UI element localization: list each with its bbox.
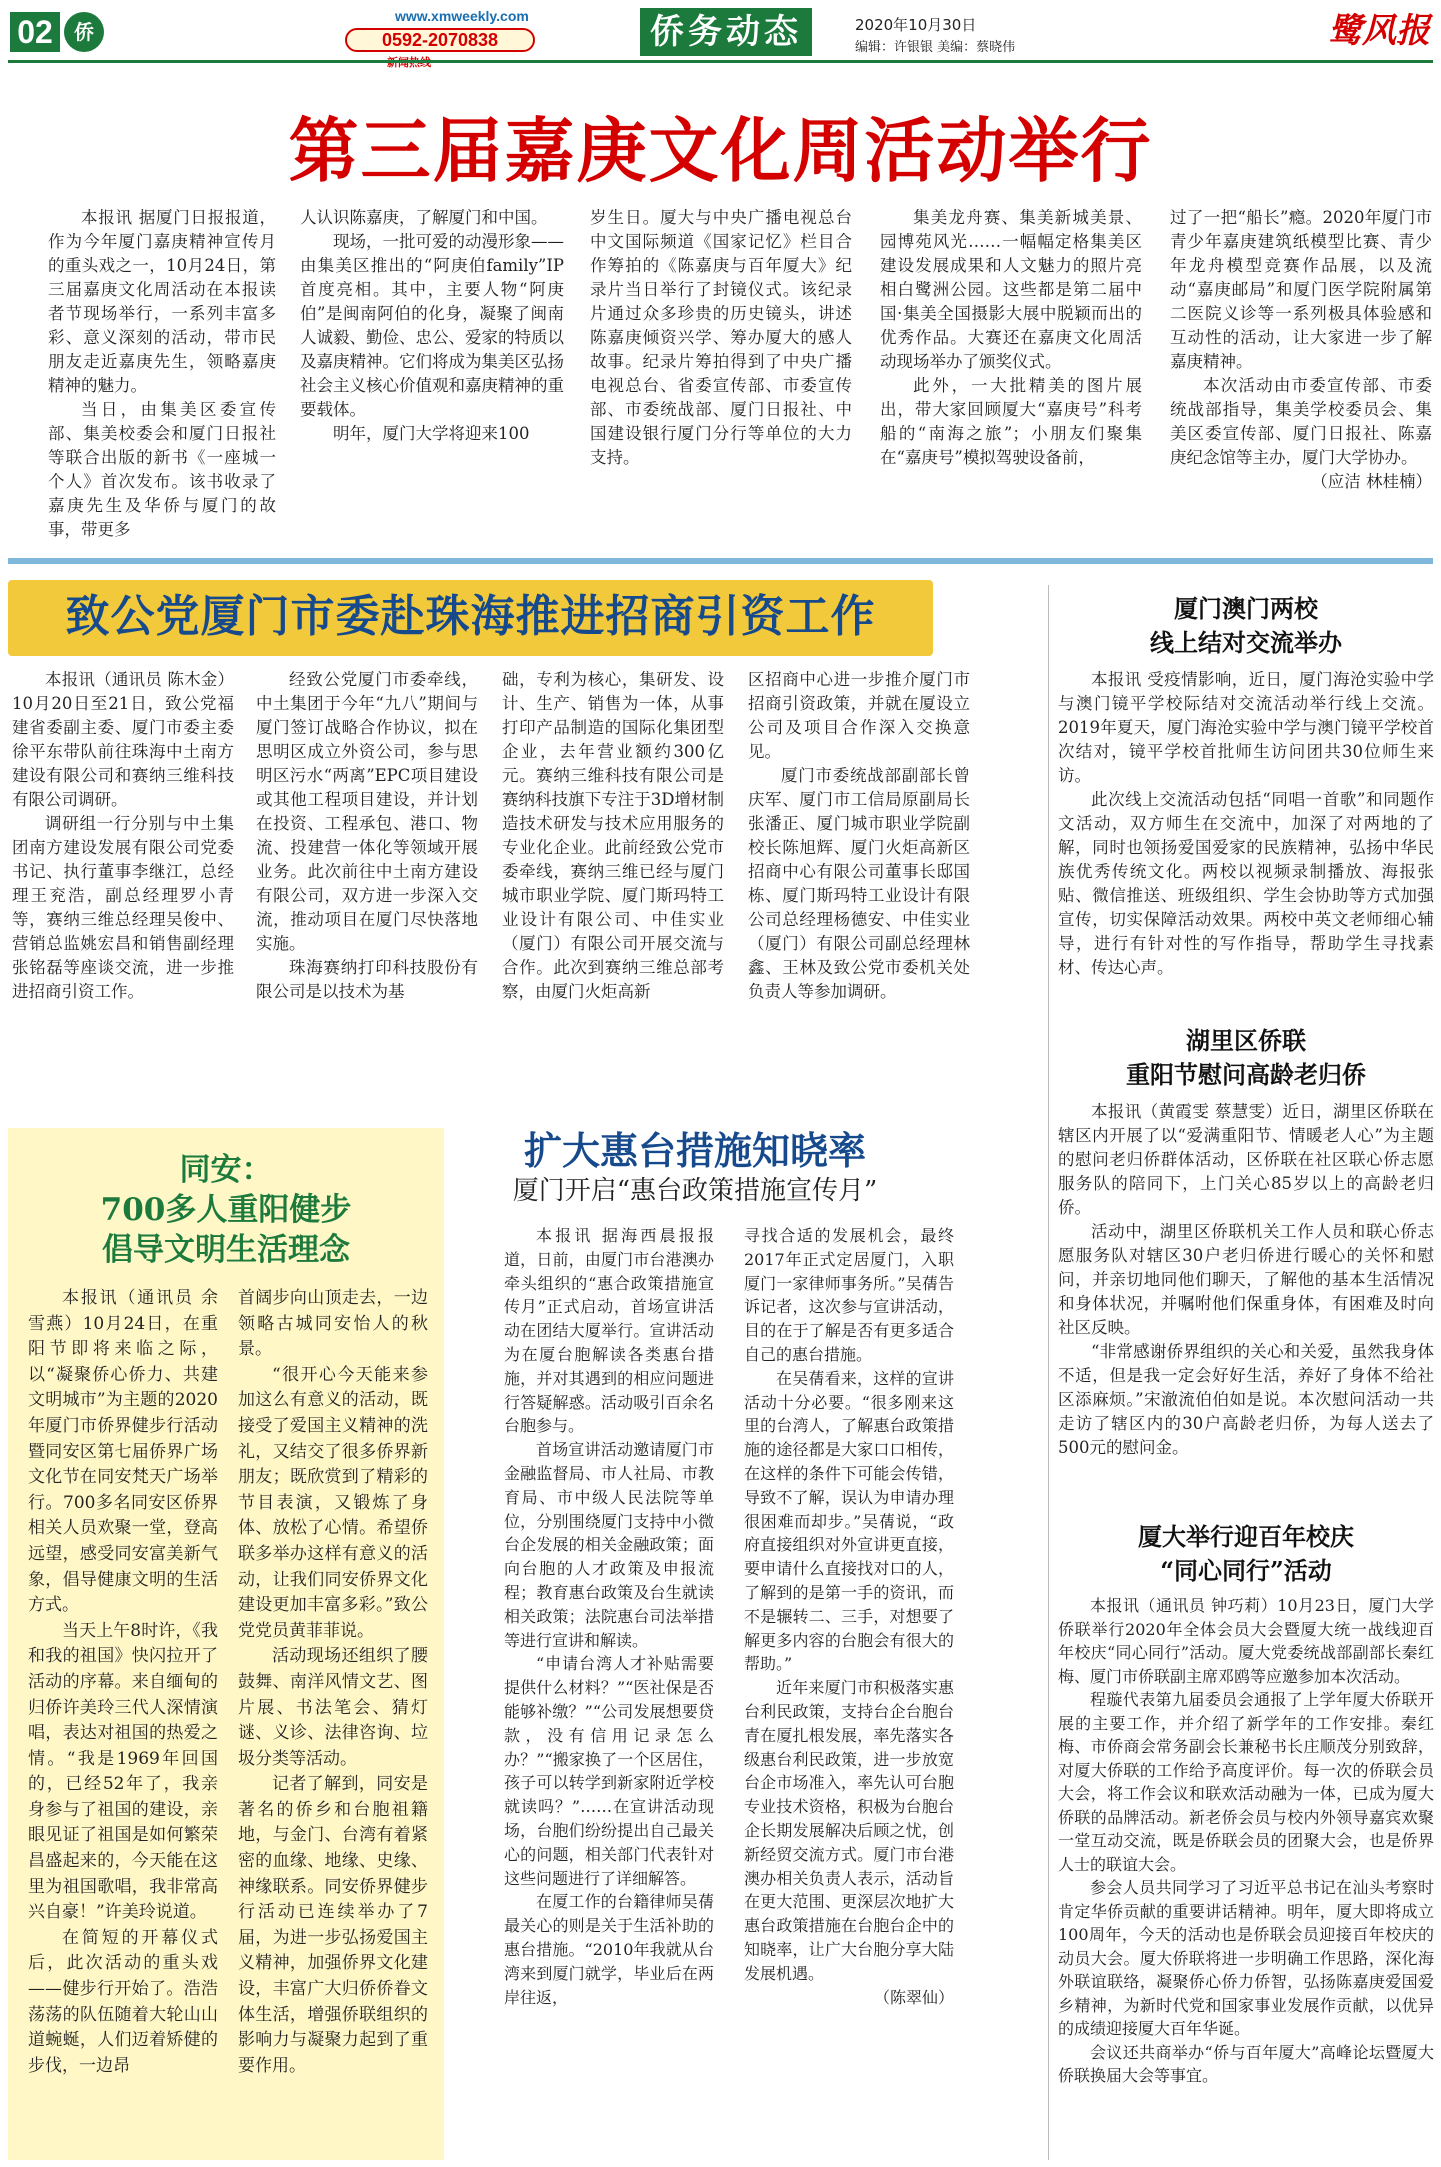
paragraph: 珠海赛纳打印科技股份有限公司是以技术为基 [256, 958, 478, 1001]
paragraph: 本报讯 受疫情影响，近日，厦门海沧实验中学与澳门镜平学校际结对交流活动举行线上交流。2019年夏天，厦门海沧实验中学与澳门镜平学校首次结对，镜平学校首批师生访问团共30位师生来访。 [1058, 670, 1434, 785]
a6-col-2 [238, 1286, 428, 2079]
editors: 编辑：许银银 美编：蔡晓伟 [855, 40, 1016, 55]
paragraph: 本报讯（黄霞雯 蔡慧雯）近日，湖里区侨联在辖区内开展了以“爱满重阳节、情暖老人心”为主题的慰问老归侨群体活动，区侨联在社区联心侨志愿服务队的陪同下，上门关心85岁以上的高龄老归侨。 [1058, 1102, 1434, 1217]
paragraph: 近年来厦门市积极落实惠台利民政策，支持台企台胞台青在厦扎根发展，率先落实各级惠台利民政策，进一步放宽台企市场准入，率先认可台胞专业技术资格，积极为台胞台企长期发展解决后顾之忧，创新经贸交流方式。厦门市台港澳办相关负责人表示，活动旨在更大范围、更深层次地扩大惠台政策措施在台胞台企中的知晓率，让广大台胞分享大陆发展机遇。 [744, 1678, 954, 1983]
a5-body [1058, 1594, 1434, 2088]
a2-col-4 [748, 668, 970, 1004]
title-line: 厦大举行迎百年校庆 [1138, 1522, 1354, 1551]
a6-col-1 [28, 1286, 218, 2079]
paragraph: 在厦工作的台籍律师吴蒨最关心的则是关于生活补助的惠台措施。“2010年我就从台湾来到厦门就学，毕业后在两岸往返， [504, 1892, 714, 2007]
article-6-title [8, 1150, 444, 1270]
article-4-title [1058, 1024, 1434, 1092]
article-7-title: 扩大惠台措施知晓率 [523, 1128, 866, 1173]
paragraph: 区招商中心进一步推介厦门市招商引资政策，并就在厦设立公司及项目合作深入交换意见。 [748, 670, 970, 761]
paragraph: 现场，一批可爱的动漫形象——由集美区推出的“阿庚伯family”IP首度亮相。其中，主要人物“阿庚伯”是闽南阿伯的化身，凝聚了闽南人诚毅、勤俭、忠公、爱家的特质以及嘉庚精神。它们将成为集美区弘扬社会主义核心价值观和嘉庚精神的重要载体。 [300, 232, 564, 419]
byline: （陈翠仙） [873, 1987, 954, 2007]
paragraph: 本次活动由市委宣传部、市委统战部指导，集美学校委员会、集美区委宣传部、厦门日报社、陈嘉庚纪念馆等主办，厦门大学协办。 [1170, 376, 1432, 467]
paragraph: 此外，一大批精美的图片展出，带大家回顾厦大“嘉庚号”科考船的“南海之旅”；小朋友们聚集在“嘉庚号”模拟驾驶设备前， [880, 376, 1142, 467]
paragraph: 寻找合适的发展机会，最终2017年正式定居厦门，入职厦门一家律师事务所。”吴蒨告诉记者，这次参与宣讲活动，目的在于了解是否有更多适合自己的惠台措施。 [744, 1226, 954, 1364]
issue-date: 2020年10月30日 [855, 16, 977, 34]
headline-banner [8, 580, 933, 656]
byline: （应洁 林桂楠） [1311, 472, 1432, 491]
paragraph: 会议还共商举办“侨与百年厦大”高峰论坛暨厦大侨联换届大会等事宜。 [1058, 2042, 1434, 2085]
paragraph: 当天上午8时许，《我和我的祖国》快闪拉开了活动的序幕。来自缅甸的归侨许美玲三代人深情演唱，表达对祖国的热爱之情。“我是1969年回国的，已经52年了，我亲身参与了祖国的建设，亲眼见证了祖国是如何繁荣昌盛起来的，今天能在这里为祖国歌唱，我非常高兴自豪！”许美玲说道。 [28, 1620, 218, 1923]
title-line: 线上结对交流举办 [1150, 628, 1342, 657]
page-header [0, 0, 1441, 62]
paragraph: 本报讯（通讯员 钟巧莉）10月23日，厦门大学侨联举行2020年全体会员大会暨厦大统一战线迎百年校庆“同心同行”活动。厦大党委统战部副部长秦红梅、厦门市侨联副主席邓鸥等应邀参加本次活动。 [1058, 1596, 1434, 1686]
title-line: 700多人重阳健步 [100, 1192, 352, 1228]
a1-col-4 [880, 206, 1142, 470]
title-line: 厦门澳门两校 [1174, 594, 1318, 623]
website-url: www.xmweekly.com [395, 8, 529, 24]
title-line: 倡导文明生活理念 [102, 1232, 350, 1268]
paragraph: 础，专利为核心，集研发、设计、生产、销售为一体，从事打印产品制造的国际化集团型企业，去年营业额约300亿元。赛纳三维科技有限公司是赛纳科技旗下专注于3D增材制造技术研发与技术应用服务的专业化企业。此前经致公党市委牵线，赛纳三维已经与厦门城市职业学院、厦门斯玛特工业设计有限公司、中佳实业（厦门）有限公司开展交流与合作。此次到赛纳三维总部考察，由厦门火炬高新 [502, 670, 724, 1001]
a1-col-1 [48, 206, 276, 542]
article-1-title: 第三届嘉庚文化周活动举行 [288, 109, 1153, 192]
title-line: “同心同行”活动 [1160, 1556, 1332, 1585]
a1-col-3 [590, 206, 852, 470]
header-divider [8, 60, 1433, 63]
paragraph: 活动现场还组织了腰鼓舞、南洋风情文艺、图片展、书法笔会、猜灯谜、义诊、法律咨询、垃圾分类等活动。 [238, 1646, 428, 1769]
paragraph: 活动中，湖里区侨联机关工作人员和联心侨志愿服务队对辖区30户老归侨进行暖心的关怀和慰问，并亲切地同他们聊天，了解他的基本生活情况和身体状况，并嘱咐他们保重身体，有困难及时向社区反映。 [1058, 1222, 1434, 1337]
paragraph: 记者了解到，同安是著名的侨乡和台胞祖籍地，与金门、台湾有着紧密的血缘、地缘、史缘、神缘联系。同安侨界健步行活动已连续举办了7届，为进一步弘扬爱国主义精神，加强侨界文化建设，丰富广大归侨侨眷文体生活，增强侨联组织的影响力与凝聚力起到了重要作用。 [238, 1774, 428, 2076]
section-divider [8, 558, 1433, 564]
a2-col-2 [256, 668, 478, 1004]
paragraph: 明年，厦门大学将迎来100 [333, 424, 530, 443]
paragraph: 厦门市委统战部副部长曾庆军、厦门市工信局原副局长张潘正、厦门城市职业学院副校长陈旭辉、厦门火炬高新区招商中心有限公司董事长邸国栋、厦门斯玛特工业设计有限公司总经理杨德安、中佳实业（厦门）有限公司副总经理林鑫、王林及致公党市委机关处负责人等参加调研。 [748, 766, 970, 1001]
paragraph: 参会人员共同学习了习近平总书记在汕头考察时肯定华侨贡献的重要讲话精神。明年，厦大即将成立100周年，今天的活动也是侨联会员迎接百年校庆的动员大会。厦大侨联将进一步明确工作思路，深化海外联谊联络，凝聚侨心侨力侨智，弘扬陈嘉庚爱国爱乡精神，为新时代党和国家事业发展作贡献，以优异的成绩迎接厦大百年华诞。 [1058, 1878, 1434, 2038]
title-line: 湖里区侨联 [1186, 1026, 1306, 1055]
a3-body [1058, 668, 1434, 980]
page-number: 02 [10, 12, 60, 52]
article-2-title: 致公党厦门市委赴珠海推进招商引资工作 [65, 591, 876, 642]
paragraph: 在简短的开幕仪式后，此次活动的重头戏——健步行开始了。浩浩荡荡的队伍随着大轮山山道蜿蜒，人们迈着矫健的步伐，一边昂 [28, 1927, 218, 2076]
article-3-title [1058, 592, 1434, 660]
paragraph: 经致公党厦门市委牵线，中土集团于今年“九八”期间与厦门签订战略合作协议，拟在思明区成立外资公司，参与思明区污水“两离”EPC项目建设或其他工程项目建设，并计划在投资、工程承包、港口、物流、投建营一体化等领域开展业务。此次前往中土南方建设有限公司，双方进一步深入交流，推动项目在厦门尽快落地实施。 [256, 670, 478, 953]
a4-body [1058, 1100, 1434, 1460]
masthead-logo [335, 6, 535, 58]
column-title: 侨务动态 [640, 8, 812, 56]
paragraph: 调研组一行分别与中土集团南方建设发展有限公司党委书记、执行董事李继江，总经理王兖浩，副总经理罗小青等，赛纳三维总经理吴俊中、营销总监姚宏昌和销售副经理张铭磊等座谈交流，进一步推进招商引资工作。 [12, 814, 234, 1001]
a7-col-2 [744, 1224, 954, 2009]
paragraph: 本报讯（通讯员 陈木金）10月20日至21日，致公党福建省委副主委、厦门市委主委徐平东带队前往珠海中土南方建设有限公司和赛纳三维科技有限公司调研。 [12, 670, 234, 809]
paragraph: 本报讯 据厦门日报报道，作为今年厦门嘉庚精神宣传月的重头戏之一，10月24日，第三届嘉庚文化周活动在本报读者节现场举行，一系列丰富多彩、意义深刻的活动，带市民朋友走近嘉庚先生，领略嘉庚精神的魅力。 [48, 208, 276, 395]
paragraph: 本报讯 据海西晨报报道，日前，由厦门市台港澳办牵头组织的“惠合政策措施宣传月”正式启动，首场宣讲活动在团结大厦举行。宣讲活动为在厦台胞解读各类惠台措施，并对其遇到的相应问题进行答疑解惑。活动吸引百余名台胞参与。 [504, 1226, 714, 1436]
article-7-subtitle: 厦门开启“惠台政策措施宣传月” [512, 1176, 878, 1206]
paragraph: “非常感谢侨界组织的关心和关爱，虽然我身体不适，但是我一定会好好生活，养好了身体不给社区添麻烦。”宋澈流伯伯如是说。本次慰问活动一共走访了辖区内的30户高龄老归侨，为每人送去了500元的慰问金。 [1058, 1342, 1434, 1457]
brand-logo: 鹭风报 [1328, 11, 1430, 51]
paragraph: 程璇代表第九届委员会通报了上学年厦大侨联开展的主要工作，并介绍了新学年的工作安排。秦红梅、市侨商会常务副会长兼秘书长庄顺茂分别致辞，对厦大侨联的工作给予高度评价。每一次的侨联会员大会，将工作会议和联欢活动融为一体，已成为厦大侨联的品牌活动。新老侨会员与校内外领导嘉宾欢聚一堂互动交流，既是侨联会员的团聚大会，也是侨界人士的联谊大会。 [1058, 1690, 1434, 1874]
title-line: 同安： [179, 1152, 273, 1188]
a2-col-1 [12, 668, 234, 1004]
a7-col-1 [504, 1224, 714, 2009]
title-line: 重阳节慰问高龄老归侨 [1126, 1060, 1366, 1089]
paragraph: 当日，由集美区委宣传部、集美校委会和厦门日报社等联合出版的新书《一座城一个人》首次发布。该书收录了嘉庚先生及华侨与厦门的故事，带更多 [48, 400, 276, 539]
paragraph: 首阔步向山顶走去，一边领略古城同安怡人的秋景。 [238, 1288, 428, 1360]
column-divider [1048, 585, 1049, 2160]
hotline-phone: 0592-2070838 [345, 28, 535, 52]
a1-col-5 [1170, 206, 1432, 494]
paragraph: “申请台湾人才补贴需要提供什么材料？”“医社保是否能够补缴？”“公司发展想要贷款，没有信用记录怎么办？”“搬家换了一个区居住，孩子可以转学到新家附近学校就读吗？”……在宣讲活动现场，台胞们纷纷提出自己最关心的问题，相关部门代表针对这些问题进行了详细解答。 [504, 1654, 714, 1888]
a1-col-2 [300, 206, 564, 446]
paragraph: 首场宣讲活动邀请厦门市金融监督局、市人社局、市教育局、市中级人民法院等单位，分别围绕厦门支持中小微台企发展的相关金融政策；面向台胞的人才政策及申报流程；教育惠台政策及台生就读相关政策；法院惠台司法举措等进行宣讲和解读。 [504, 1440, 714, 1650]
paragraph: 本报讯（通讯员 余雪燕）10月24日，在重阳节即将来临之际，以“凝聚侨心侨力、共建文明城市”为主题的2020年厦门市侨界健步行活动暨同安区第七届侨界广场文化节在同安梵天广场举行。700多名同安区侨界相关人员欢聚一堂，登高远望，感受同安富美新气象，倡导健康文明的生活方式。 [28, 1288, 218, 1616]
paragraph: “很开心今天能来参加这么有意义的活动，既接受了爱国主义精神的洗礼，又结交了很多侨界新朋友；既欣赏到了精彩的节目表演，又锻炼了身体、放松了心情。希望侨联多举办这样有意义的活动，让我们同安侨界文化建设更加丰富多彩。”致公党党员黄菲菲说。 [238, 1364, 428, 1641]
paragraph: 岁生日。厦大与中央广播电视总台中文国际频道《国家记忆》栏目合作筹拍的《陈嘉庚与百年厦大》纪录片当日举行了封镜仪式。该纪录片通过众多珍贵的历史镜头，讲述陈嘉庚倾资兴学、筹办厦大的感人故事。纪录片筹拍得到了中央广播电视总台、省委宣传部、市委宣传部、市委统战部、厦门日报社、中国建设银行厦门分行等单位的大力支持。 [590, 208, 852, 467]
paragraph: 过了一把“船长”瘾。2020年厦门市青少年嘉庚建筑纸模型比赛、青少年龙舟模型竞赛作品展，以及流动“嘉庚邮局”和厦门医学院附属第二医院义诊等一系列极具体验感和互动性的活动，让大家进一步了解嘉庚精神。 [1170, 208, 1432, 371]
paragraph: 集美龙舟赛、集美新城美景、园博苑风光……一幅幅定格集美区建设发展成果和人文魅力的照片亮相白鹭洲公园。这些都是第二届中国·集美全国摄影大展中脱颖而出的优秀作品。大赛还在嘉庚文化周活动现场举办了颁奖仪式。 [880, 208, 1142, 371]
paragraph: 在吴蒨看来，这样的宣讲活动十分必要。“很多刚来这里的台湾人，了解惠台政策措施的途径都是大家口口相传，在这样的条件下可能会传错，导致不了解，误认为申请办理很困难而却步。”吴蒨说，“政府直接组织对外宣讲更直接，要申请什么直接找对口的人，了解到的是第一手的资讯，而不是辗转二、三手，对想要了解更多内容的台胞会有很大的帮助。” [744, 1368, 954, 1674]
section-badge: 侨 [64, 12, 104, 52]
paragraph: 此次线上交流活动包括“同唱一首歌”和同题作文活动，双方师生在交流中，加深了对两地的了解，同时也领扬爱国爱家的民族精神，弘扬中华民族优秀传统文化。两校以视频录制播放、海报张贴、微信推送、班级组织、学生会协助等方式加强宣传，切实保障活动效果。两校中英文老师细心辅导，进行有针对性的写作指导，帮助学生寻找素材、传达心声。 [1058, 790, 1434, 977]
paragraph: 人认识陈嘉庚，了解厦门和中国。 [300, 208, 548, 227]
a2-col-3 [502, 668, 724, 1004]
article-5-title [1058, 1520, 1434, 1588]
